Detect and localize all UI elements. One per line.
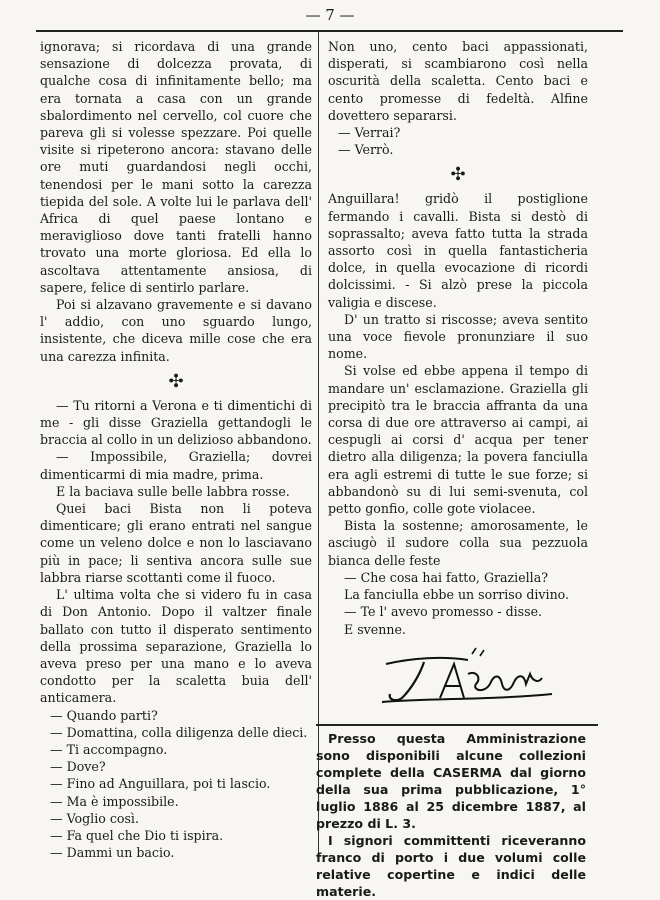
header-rule — [36, 30, 623, 32]
dialogue-line: — Quando parti? — [50, 707, 158, 723]
story-paragraph: D' un tratto si riscosse; aveva sentito una voce fievole pronunziare il suo nome. — [328, 311, 588, 362]
story-paragraph: Bista la sostenne; amorosamente, le asciugò il sudore colla sua pezzuola bianca delle feste — [328, 518, 588, 568]
story-paragraph: La fanciulla ebbe un sorriso divino. — [344, 587, 570, 603]
author-signature — [372, 644, 562, 706]
story-paragraph: — Impossibile, Graziella; dovrei dimenticarmi di mia madre, prima. — [40, 449, 312, 482]
dialogue-line: — Ti accompagno. — [50, 741, 168, 757]
section-ornament-icon: ✣ — [450, 164, 466, 186]
section-ornament-icon: ✣ — [168, 370, 184, 392]
story-paragraph: — Tu ritorni a Verona e ti dimentichi di me - gli disse Graziella gettandogli le braccia al collo in un delizioso abbandono. — [40, 397, 312, 448]
story-paragraph: E svenne. — [344, 621, 406, 637]
story-paragraph: E la baciava sulle belle labbra rosse. — [56, 483, 290, 499]
dialogue-line: — Domattina, colla diligenza delle dieci. — [50, 724, 308, 740]
left-column — [40, 38, 312, 861]
story-paragraph: Non uno, cento baci appassionati, disperati, si scambiarono così nella oscurità della scaletta. Cento baci e cento promesse di fedeltà. Alfine dovettero separarsi. — [328, 39, 588, 123]
right-column — [316, 38, 588, 900]
notice-paragraph: I signori committenti riceveranno franco di porto i due volumi colle relative copertine e indici delle materie. — [316, 832, 586, 899]
notice-rule — [316, 724, 598, 726]
dialogue-line: — Voglio così. — [50, 810, 139, 826]
story-paragraph: Quei baci Bista non li poteva dimenticare; gli erano entrati nel sangue come un veleno dolce e non lo lasciavano più in pace; li sentiva ancora sulle sue labbra riarse scottanti come il fuoco. — [40, 501, 312, 585]
dialogue-line: — Fa quel che Dio ti ispira. — [50, 827, 224, 843]
administration-notice — [316, 730, 586, 900]
story-paragraph: L' ultima volta che si videro fu in casa di Don Antonio. Dopo il valtzer finale ballato con tutto il disperato sentimento della prossima separazione, Graziella lo aveva preso per una mano e lo aveva condotto per la scaletta buia dell' anticamera. — [40, 587, 312, 706]
dialogue-line: — Che cosa hai fatto, Graziella? — [344, 569, 548, 585]
story-paragraph: Anguillara! gridò il postiglione fermando i cavalli. Bista si destò di soprassalto; aveva fatto tutta la strada assorto così in quella fantasticheria dolce, in quella evocazione di ricordi dolcissimi. - Si alzò prese la piccola valigia e discese. — [328, 191, 588, 310]
story-paragraph: ignorava; si ricordava di una grande sensazione di dolcezza provata, di qualche cosa di infinitamente bello; ma era tornata a casa con un grande sbalordimento nel cervello, col cuore che pareva gli si volesse spezzare. Poi quelle visite si ripeterono ancora: stavano delle ore muti guardandosi negli occhi, tenendosi per le mani sotto la carezza tiepida del sole. A volte lui le parlava dell' Africa di quel paese lontano e meraviglioso dove tanti fratelli hanno trovato una morte gloriosa. Ed ella lo ascoltava attentamente ansiosa, di sapere, felice di sentirlo parlare. — [40, 39, 312, 295]
dialogue-line: — Ma è impossibile. — [50, 793, 179, 809]
story-paragraph: Poi si alzavano gravemente e si davano l' addio, con uno sguardo lungo, insistente, che diceva mille cose che era una carezza infinita. — [40, 297, 312, 364]
dialogue-line: — Verrò. — [338, 142, 394, 158]
dialogue-line: — Te l' avevo promesso - disse. — [344, 604, 543, 620]
dialogue-line: — Verrai? — [338, 125, 401, 141]
dialogue-line: — Fino ad Anguillara, poi ti lascio. — [50, 776, 271, 792]
notice-paragraph: Presso questa Amministrazione sono disponibili alcune collezioni complete della CASERMA dal giorno della sua prima pubblicazione, 1° luglio 1886 al 25 dicembre 1887, al prezzo di L. 3. — [316, 730, 586, 831]
page-number: — 7 — — [305, 6, 355, 24]
story-paragraph: Si volse ed ebbe appena il tempo di mandare un' esclamazione. Graziella gli precipitò tra le braccia affranta da una corsa di due ore attraverso ai campi, ai cespugli ai corsi d' acqua per tener dietro alla diligenza; la povera fanciulla era agli estremi di tutte le sue forze; si abbandonò su di lui semi-svenuta, col petto gonfio, colle gote violacee. — [328, 363, 588, 517]
dialogue-line: — Dove? — [50, 759, 106, 775]
dialogue-line: — Dammi un bacio. — [50, 845, 175, 861]
